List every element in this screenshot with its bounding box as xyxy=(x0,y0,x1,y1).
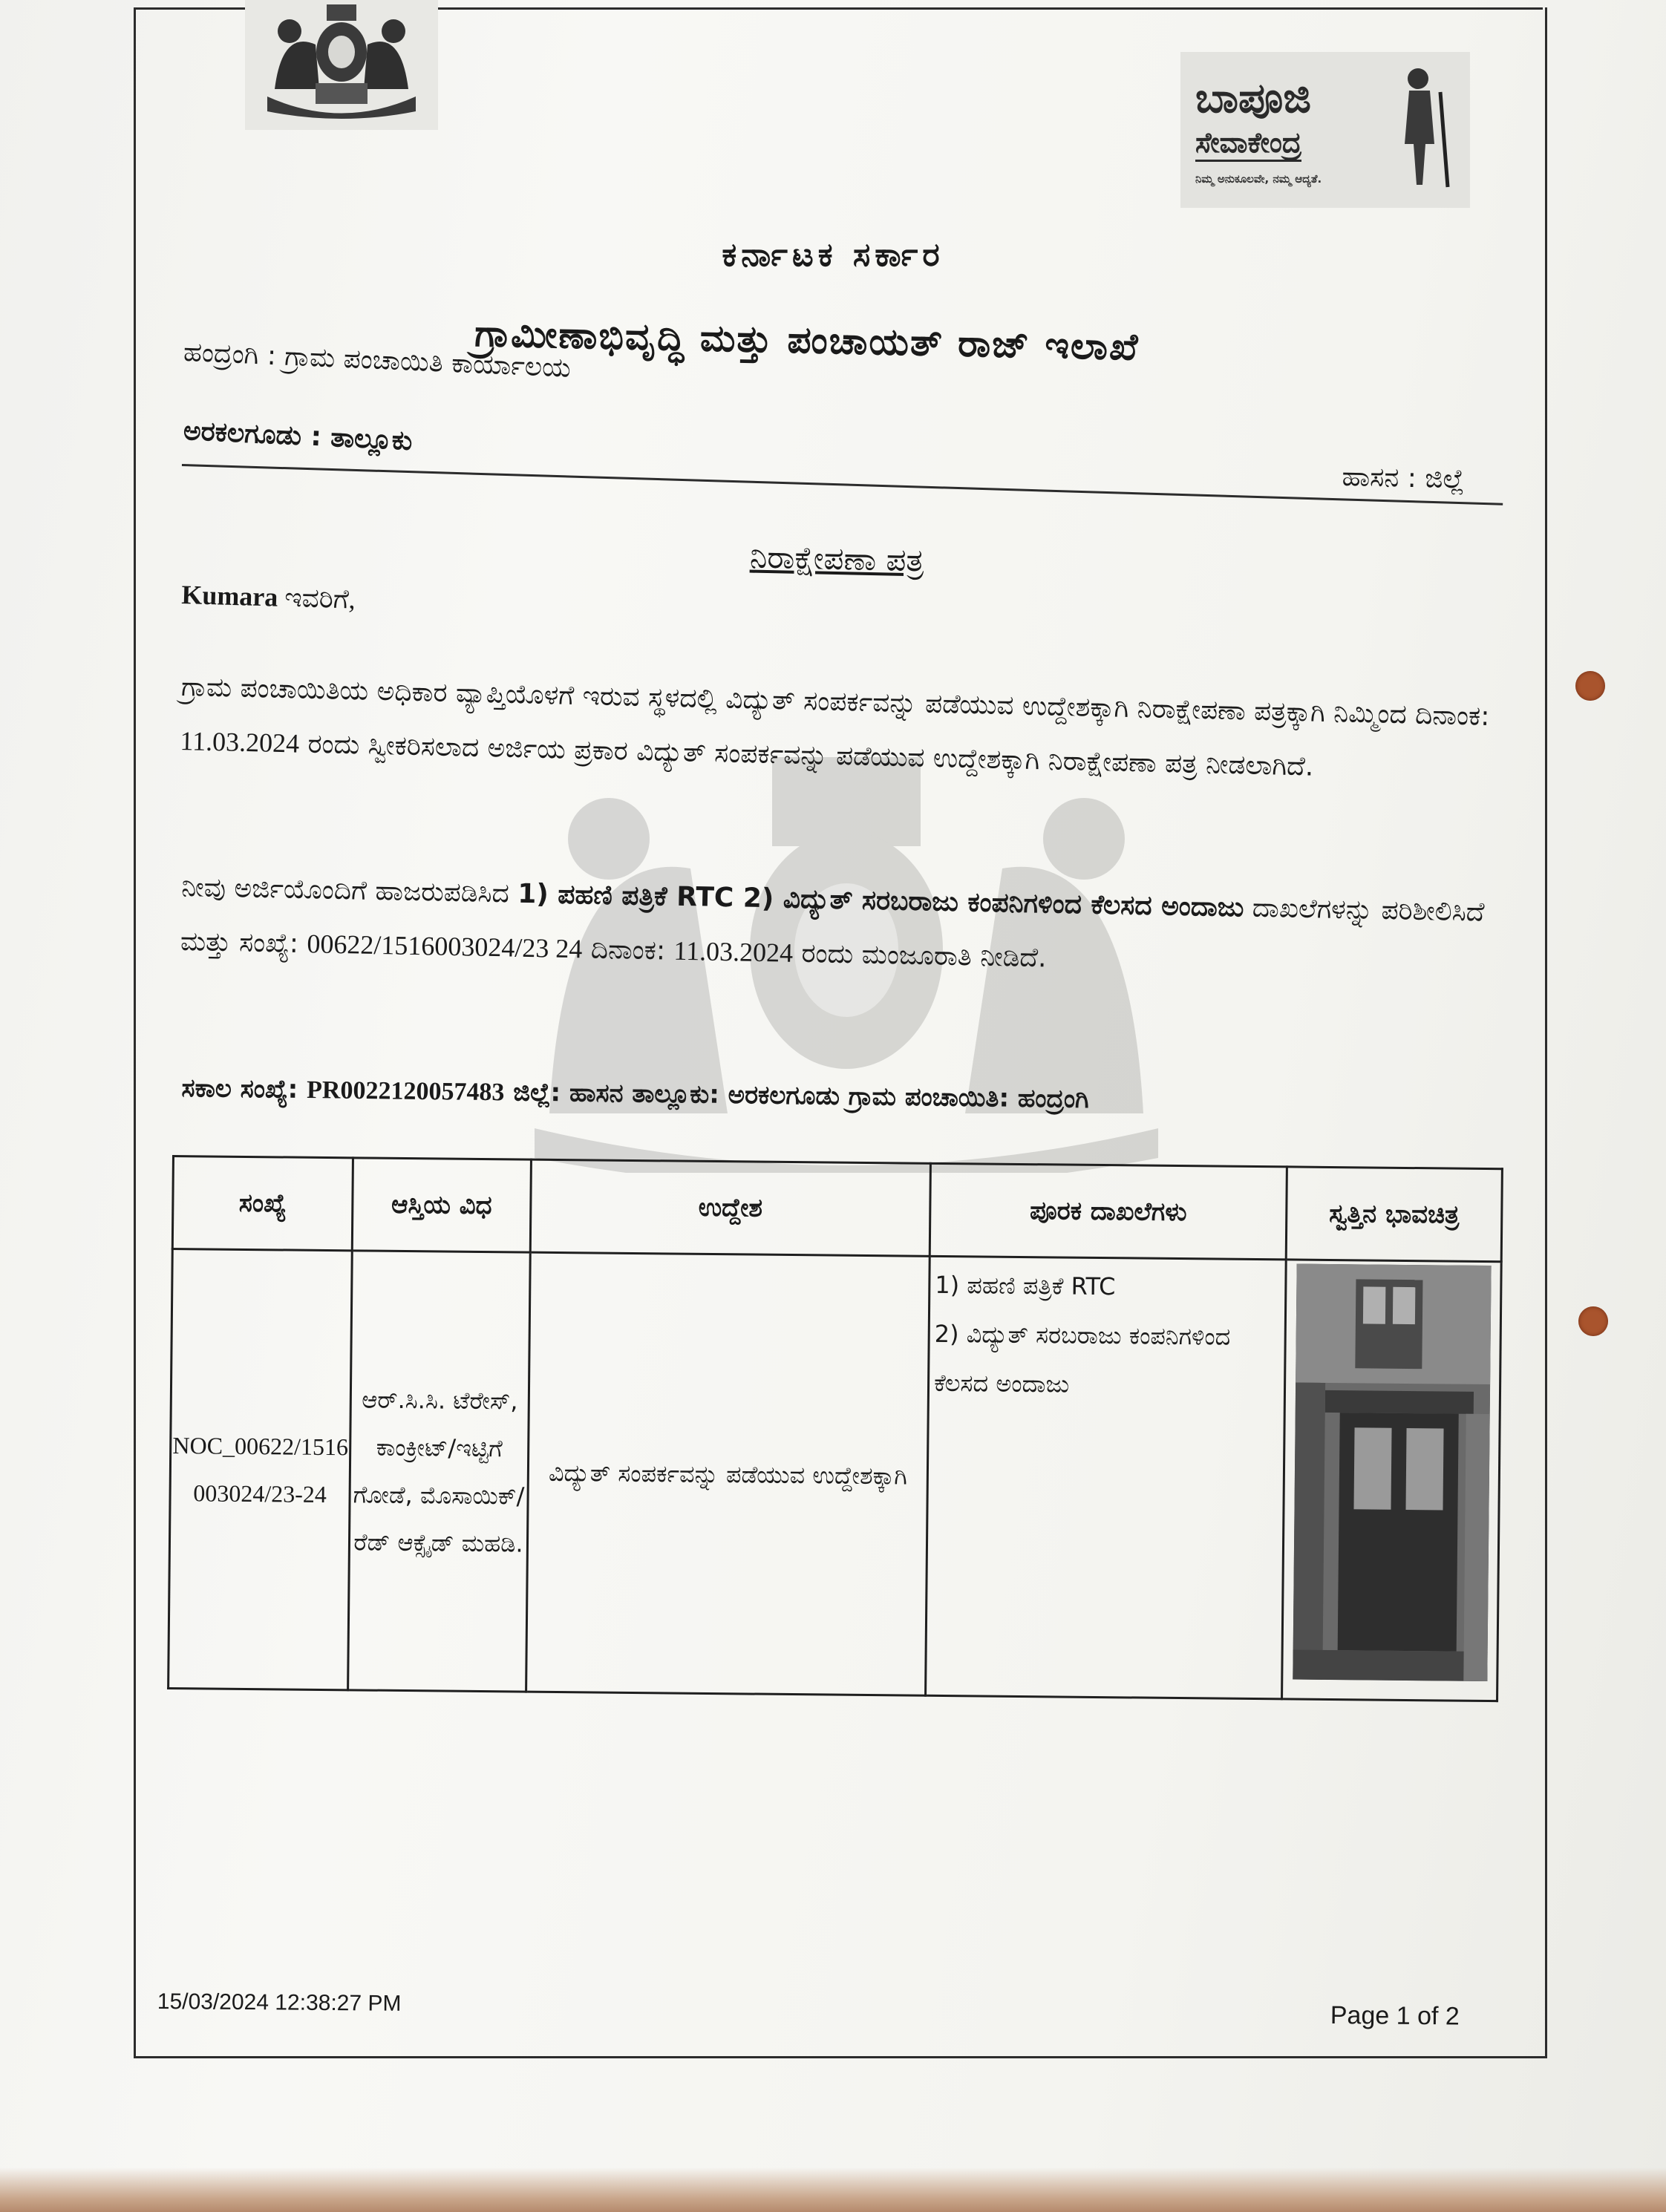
government-heading: ಕರ್ನಾಟಕ ಸರ್ಕಾರ xyxy=(722,236,944,274)
recipient-suffix: ಇವರಿಗೆ, xyxy=(277,582,356,615)
para1-date: 11.03.2024 xyxy=(180,725,300,759)
cell-supporting-documents xyxy=(926,1256,1287,1699)
footer-page-number: Page 1 of 2 xyxy=(1330,2001,1460,2031)
para2-text-d: ರಂದು ಮಂಜೂರಾತಿ ನೀಡಿದೆ. xyxy=(792,938,1047,974)
para1-text-a: ಗ್ರಾಮ ಪಂಚಾಯಿತಿಯ ಅಧಿಕಾರ ವ್ಯಾಪ್ತಿಯೊಳಗೆ ಇರುವ ಸ್ಥಳದಲ್ಲಿ ವಿದ್ಯುತ್ ಸಂಪರ್ಕವನ್ನು ಪಡೆಯುವ ಉದ್ದೇಶಕ್ಕಾಗಿ ನಿರಾಕ್ಷೇಪಣಾ ಪತ್ರಕ್ಕಾಗಿ ನಿಮ್ಮಿಂದ ದಿನಾಂಕ: xyxy=(180,671,1490,732)
para2-text-a: ನೀವು ಅರ್ಜಿಯೊಂದಿಗೆ ಹಾಜರುಪಡಿಸಿದ xyxy=(180,871,518,909)
office-line: ಹಂದ್ರಂಗಿ : ಗ್ರಾಮ ಪಂಚಾಯಿತಿ ಕಾರ್ಯಾಲಯ xyxy=(183,337,572,384)
greeting xyxy=(181,579,356,616)
header-number: ಸಂಖ್ಯೆ xyxy=(172,1156,353,1251)
property-photo xyxy=(1293,1264,1491,1681)
recipient-name: Kumara xyxy=(180,579,278,612)
punch-hole-bottom xyxy=(1578,1306,1608,1336)
para1-text-b: ರಂದು ಸ್ವೀಕರಿಸಲಾದ ಅರ್ಜಿಯ ಪ್ರಕಾರ ವಿದ್ಯುತ್ ಸಂಪರ್ಕವನ್ನು ಪಡೆಯುವ ಉದ್ದೇಶಕ್ಕಾಗಿ ನಿರಾಕ್ಷೇಪಣಾ ಪತ್ರ ನೀಡಲಾಗಿದೆ. xyxy=(298,728,1314,782)
header-supporting-documents: ಪೂರಕ ದಾಖಲೆಗಳು xyxy=(930,1163,1287,1260)
sakala-label: ಸಕಾಲ ಸಂಖ್ಯೆ: xyxy=(181,1073,307,1105)
para2-documents: 1) ಪಹಣಿ ಪತ್ರಿಕೆ RTC 2) ವಿದ್ಯುತ್ ಸರಬರಾಜು ಕಂಪನಿಗಳಿಂದ ಕೆಲಸದ ಅಂದಾಜು xyxy=(517,878,1244,923)
taluk-line: ಅರಕಲಗೂಡು : ತಾಲ್ಲೂಕು xyxy=(183,416,414,457)
cell-property-photo xyxy=(1282,1260,1502,1701)
bapuji-seva-kendra-logo xyxy=(1180,52,1470,208)
cell-property-type: ಆರ್.ಸಿ.ಸಿ. ಟೆರೇಸ್, ಕಾಂಕ್ರೀಟ್/ಇಟ್ಟಿಗೆ ಗೋಡೆ, ಮೊಸಾಯಿಕ್/ರೆಡ್ ಆಕ್ಸೈಡ್ ಮಹಡಿ. xyxy=(348,1251,531,1692)
para2-text-b: ದಾಖಲೆಗಳನ್ನು ಪರಿಶೀಲಿಸಿದೆ ಮತ್ತು ಸಂಖ್ಯೆ: xyxy=(180,892,1485,960)
table-header-row xyxy=(172,1156,1502,1262)
header-property-type: ಆಸ್ತಿಯ ವಿಧ xyxy=(352,1158,531,1252)
cell-purpose: ವಿದ್ಯುತ್ ಸಂಪರ್ಕವನ್ನು ಪಡೆಯುವ ಉದ್ದೇಶಕ್ಕಾಗಿ xyxy=(526,1252,930,1695)
logo-tagline: ನಿಮ್ಮ ಅನುಕೂಲವೇ, ನಮ್ಮ ಆದ್ಯತೆ. xyxy=(1195,172,1322,186)
logo-subtitle: ಸೇವಾಕೇಂದ್ರ xyxy=(1195,126,1301,162)
noc-table xyxy=(167,1155,1503,1702)
footer-timestamp: 15/03/2024 12:38:27 PM xyxy=(157,1989,402,2016)
header-property-photo: ಸ್ವತ್ತಿನ ಭಾವಚಿತ್ರ xyxy=(1286,1167,1502,1262)
para2-number: 00622/1516003024/23 24 xyxy=(307,929,583,964)
department-heading: ಗ್ರಾಮೀಣಾಭಿವೃದ್ಧಿ ಮತ್ತು ಪಂಚಾಯತ್ ರಾಜ್ ಇಲಾಖೆ xyxy=(474,312,1140,369)
para2-date: 11.03.2024 xyxy=(673,935,794,968)
gandhi-figure-icon xyxy=(1388,62,1455,189)
document-item: 1) ಪಹಣಿ ಪತ್ರಿಕೆ RTC xyxy=(935,1270,1116,1301)
page-edge-shadow xyxy=(0,2167,1666,2212)
sakala-location: ಜಿಲ್ಲೆ: ಹಾಸನ ತಾಲ್ಲೂಕು: ಅರಕಲಗೂಡು ಗ್ರಾಮ ಪಂಚಾಯಿತಿ: ಹಂದ್ರಂಗಿ xyxy=(504,1077,1089,1114)
district-line: ಹಾಸನ : ಜಿಲ್ಲೆ xyxy=(1342,462,1466,495)
document-title: ನಿರಾಕ್ಷೇಪಣಾ ಪತ್ರ xyxy=(749,538,925,579)
karnataka-emblem-icon xyxy=(245,0,438,130)
noc-table-wrapper xyxy=(167,1155,1501,1702)
sakala-number: PR0022120057483 xyxy=(306,1076,505,1107)
punch-hole-top xyxy=(1575,671,1605,701)
para2-text-c: ದಿನಾಂಕ: xyxy=(581,934,674,966)
header-purpose: ಉದ್ದೇಶ xyxy=(530,1159,930,1256)
cell-noc-number: NOC_00622/1516003024/23-24 xyxy=(169,1249,353,1690)
document-item: 2) ವಿದ್ಯುತ್ ಸರಬರಾಜು ಕಂಪನಿಗಳಿಂದ ಕೆಲಸದ ಅಂದಾಜು xyxy=(933,1319,1231,1398)
table-row xyxy=(169,1249,1502,1701)
logo-title: ಬಾಪೂಜಿ xyxy=(1195,74,1311,122)
